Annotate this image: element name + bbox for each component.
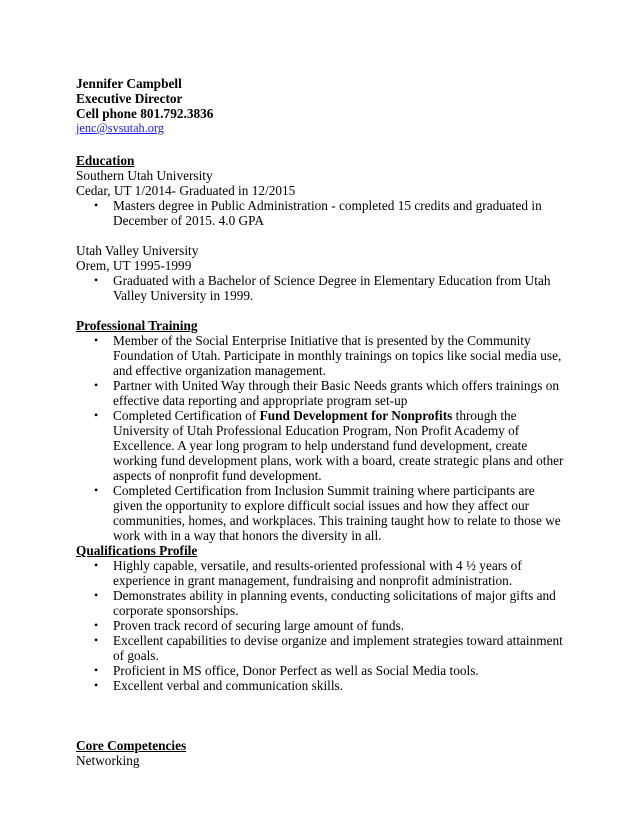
education-bullets xyxy=(76,198,566,228)
list-item-text: Proven track record of securing large amount of funds. xyxy=(113,618,405,633)
bullet-icon: • xyxy=(94,408,99,422)
list-item xyxy=(76,333,566,378)
education-bullets xyxy=(76,273,566,303)
list-item xyxy=(76,483,566,543)
list-item xyxy=(76,408,566,483)
bullet-icon: • xyxy=(94,483,99,497)
school-name: Utah Valley University xyxy=(76,243,199,258)
list-item xyxy=(76,273,566,303)
bullet-icon: • xyxy=(94,633,99,647)
bullet-icon: • xyxy=(94,618,99,632)
bullet-icon: • xyxy=(94,198,99,212)
list-item-text-before: Completed Certification of xyxy=(113,408,260,423)
list-item-text: Masters degree in Public Administration - completed 15 credits and graduated in December of 2015. 4.0 GPA xyxy=(113,198,542,228)
list-item-text-after: through the University of Utah Professional Education Program, Non Profit Academy of Excellence. A year long program to help understand fund development, create working fund development plans, work with a board, create strategic plans and other aspects of nonprofit fund development. xyxy=(113,408,564,483)
bullet-icon: • xyxy=(94,273,99,287)
bullet-icon: • xyxy=(94,378,99,392)
list-item xyxy=(76,663,566,678)
list-item-text: Excellent verbal and communication skills. xyxy=(113,678,344,693)
list-item-text: Highly capable, versatile, and results-oriented professional with 4 ½ years of experience in grant management, fundraising and nonprofit administration. xyxy=(113,558,522,588)
bullet-icon: • xyxy=(94,678,99,692)
bullet-icon: • xyxy=(94,333,99,347)
training-list xyxy=(76,333,566,543)
education-heading: Education xyxy=(76,153,135,168)
school-name: Southern Utah University xyxy=(76,168,213,183)
competency-item: Networking xyxy=(76,753,140,768)
list-item xyxy=(76,588,566,618)
list-item xyxy=(76,633,566,663)
school-location: Cedar, UT 1/2014- Graduated in 12/2015 xyxy=(76,183,296,198)
list-item-text: Proficient in MS office, Donor Perfect as well as Social Media tools. xyxy=(113,663,479,678)
list-item-text: Graduated with a Bachelor of Science Degree in Elementary Education from Utah Valley University in 1999. xyxy=(113,273,551,303)
bullet-icon: • xyxy=(94,588,99,602)
email-link[interactable]: jenc@svsutah.org xyxy=(76,121,164,135)
training-section xyxy=(76,318,566,543)
list-item xyxy=(76,378,566,408)
competencies-heading: Core Competencies xyxy=(76,738,187,753)
contact-header xyxy=(76,76,566,136)
bullet-icon: • xyxy=(94,558,99,572)
resume-page xyxy=(76,76,566,768)
list-item xyxy=(76,618,566,633)
list-item-text: Excellent capabilities to devise organize and implement strategies toward attainment of goals. xyxy=(113,633,563,663)
list-item xyxy=(76,558,566,588)
qualifications-list xyxy=(76,558,566,693)
list-item xyxy=(76,678,566,693)
list-item-text: Partner with United Way through their Basic Needs grants which offers trainings on effective data reporting and appropriate program set-up xyxy=(113,378,560,408)
list-item-text: Member of the Social Enterprise Initiative that is presented by the Community Foundation of Utah. Participate in monthly trainings on topics like social media use, and effective organization management. xyxy=(113,333,562,378)
job-title: Executive Director xyxy=(76,91,183,106)
qualifications-heading: Qualifications Profile xyxy=(76,543,198,558)
applicant-name: Jennifer Campbell xyxy=(76,76,182,91)
phone-number: Cell phone 801.792.3836 xyxy=(76,106,214,121)
bullet-icon: • xyxy=(94,663,99,677)
training-heading: Professional Training xyxy=(76,318,198,333)
competencies-section xyxy=(76,738,566,768)
list-item-text: Demonstrates ability in planning events, conducting solicitations of major gifts and corporate sponsorships. xyxy=(113,588,556,618)
education-section xyxy=(76,153,566,303)
school-location: Orem, UT 1995-1999 xyxy=(76,258,192,273)
certification-name: Fund Development for Nonprofits xyxy=(259,408,453,423)
qualifications-section xyxy=(76,543,566,693)
list-item xyxy=(76,198,566,228)
list-item-text: Completed Certification from Inclusion Summit training where participants are given the opportunity to explore difficult social issues and how they affect our communities, homes, and workplaces. This training taught how to relate to those we work with in a way that honors the diversity in all. xyxy=(113,483,561,543)
